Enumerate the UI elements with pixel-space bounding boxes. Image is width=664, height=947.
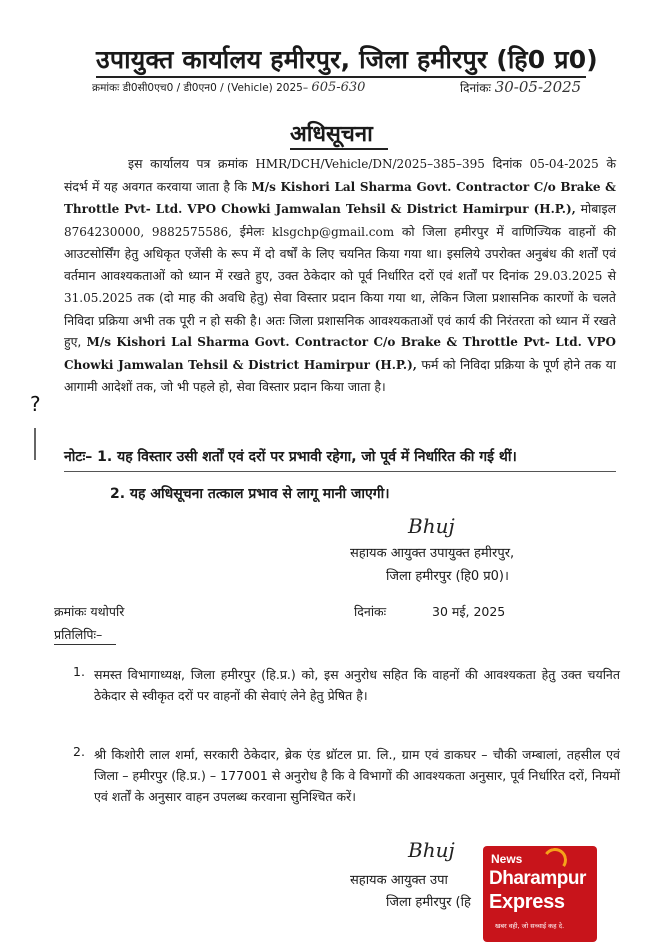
office-title: उपायुक्त कार्यालय हमीरपुर, जिला हमीरपुर (हि0 प्र0)	[96, 45, 598, 74]
body-text: इस कार्यालय पत्र क्रमांक	[128, 156, 248, 171]
body-text: मोबाइल	[580, 201, 616, 216]
margin-stroke	[34, 428, 36, 460]
body-text: से	[607, 267, 616, 283]
letter-ref-number: HMR/DCH/Vehicle/DN/2025–385–395	[255, 157, 485, 171]
body-text: तक (दो माह की अवधि हेतु) सेवा विस्तार प्रदान किया गया था, लेकिन जिला प्रशासनिक कारणों के चलते निविदा प्रक्रिया अभी तक पूरी न हो सकी है। अतः जिला प्रशासनिक आवश्यकताओं एवं कार्य की निरंतरता को ध्यान में रखते हुए,	[64, 290, 616, 349]
body-text: ईमेलः	[239, 223, 265, 239]
notification-heading: अधिसूचना	[290, 122, 373, 147]
notification-body	[64, 153, 616, 398]
contractor-name: M/s Kishori Lal Sharma Govt. Contractor C/o Brake & Throttle Pvt- Ltd. VPO Chowki Jamwalan Tehsil & District Hamirpur (H.P.),	[64, 179, 616, 216]
margin-annotation: ?	[30, 392, 41, 416]
issue-date	[460, 78, 581, 96]
body-text: को जिला हमीरपुर में वाणिज्यिक वाहनों की आउटसोर्सिंग हेतु अधिकृत एजेंसी के रूप में दो वर्षों के लिए चयनित किया गया था। इसलिये उपरोक्त अनुबंध की शर्तों एवं वर्तमान आवश्यकताओं को ध्यान में रखते हुए, उक्त ठेकेदार को पूर्व निर्धारित दरों एवं शर्तों पर दिनांक	[64, 223, 616, 283]
note-1: नोटः– 1. यह विस्तार उसी शर्तों एवं दरों पर प्रभावी रहेगा, जो पूर्व में निर्धारित की गई थीं।	[64, 449, 517, 465]
logo-tagline: खबर वही, जो सच्चाई कह दे.	[495, 922, 565, 930]
body-text: फर्म को निविदा प्रक्रिया के पूर्ण होने तक या आगामी आदेशों तक, जो भी पहले हो, सेवा विस्तार प्रदान किया जाता है।	[64, 356, 616, 394]
copy-to-underline	[54, 644, 116, 645]
logo-brand-main: Dharampur	[489, 868, 586, 889]
endorsement-number: क्रमांकः यथोपरि	[54, 604, 125, 619]
endorsement-date-label: दिनांकः	[354, 604, 387, 619]
news-logo-watermark	[483, 846, 597, 942]
reference-number	[92, 80, 365, 95]
logo-news-text: News	[491, 852, 523, 866]
body-text: के संदर्भ में यह अवगत करवाया जाता है कि	[64, 156, 616, 194]
end-date: 31.05.2025	[64, 291, 133, 305]
logo-brand-sub: Express	[489, 891, 565, 913]
list-item-number: 1.	[73, 664, 85, 679]
email-address: klsgchp@gmail.com	[272, 224, 395, 239]
signatory-designation: सहायक आयुक्त उपा	[350, 873, 448, 888]
list-item-number: 2.	[73, 744, 85, 759]
letter-date: 05-04-2025	[529, 157, 599, 171]
signature-mark: Bhuj	[408, 838, 455, 862]
reference-handwritten: 605-630	[311, 80, 366, 95]
signatory-designation: सहायक आयुक्त उपायुक्त हमीरपुर,	[350, 546, 515, 561]
contractor-name: M/s Kishori Lal Sharma Govt. Contractor C/o Brake & Throttle Pvt- Ltd. VPO Chowki Jamwalan Tehsil & District Hamirpur (H.P.),	[64, 335, 616, 372]
list-item: समस्त विभागाध्यक्ष, जिला हमीरपुर (हि.प्र.) को, इस अनुरोध सहित कि वाहनों की आवश्यकता हेतु उक्त चयनित ठेकेदार से स्वीकृत दरों पर वाहनों की सेवाएं लेने हेतु प्रेषित है।	[94, 667, 620, 703]
copy-to-label: प्रतिलिपिः–	[54, 627, 103, 642]
heading-underline	[290, 148, 388, 150]
date-handwritten: 30-05-2025	[494, 78, 582, 96]
list-item: श्री किशोरी लाल शर्मा, सरकारी ठेकेदार, ब्रेक एंड थ्रॉटल प्रा. लि., ग्राम एवं डाकघर – चौकी जम्बालां, तहसील एवं जिला – हमीरपुर (हि.प्र.) – 177001 से अनुरोध है कि वे विभागों की आवश्यकता अनुसार, पूर्व निर्धारित दरों, नियमों एवं शर्तों के अनुसार वाहन उपलब्ध करवाना सुनिश्चित करें।	[94, 747, 620, 804]
endorsement-date: 30 मई, 2025	[432, 604, 506, 619]
note-2: 2. यह अधिसूचना तत्काल प्रभाव से लागू मानी जाएगी।	[110, 486, 390, 502]
reference-label: क्रमांकः डी0सी0एच0 / डी0एन0 / (Vehicle) 2025–	[92, 82, 309, 94]
body-text: दिनांक	[492, 156, 522, 171]
date-label: दिनांकः	[460, 81, 491, 95]
signatory-office: जिला हमीरपुर (हि0 प्र0)।	[386, 569, 509, 584]
start-date: 29.03.2025	[533, 268, 603, 283]
mobile-numbers: 8764230000, 9882575586,	[64, 224, 232, 239]
note-underline	[64, 471, 616, 472]
signature-mark: Bhuj	[408, 514, 455, 538]
signatory-office: जिला हमीरपुर (हि	[386, 895, 471, 910]
